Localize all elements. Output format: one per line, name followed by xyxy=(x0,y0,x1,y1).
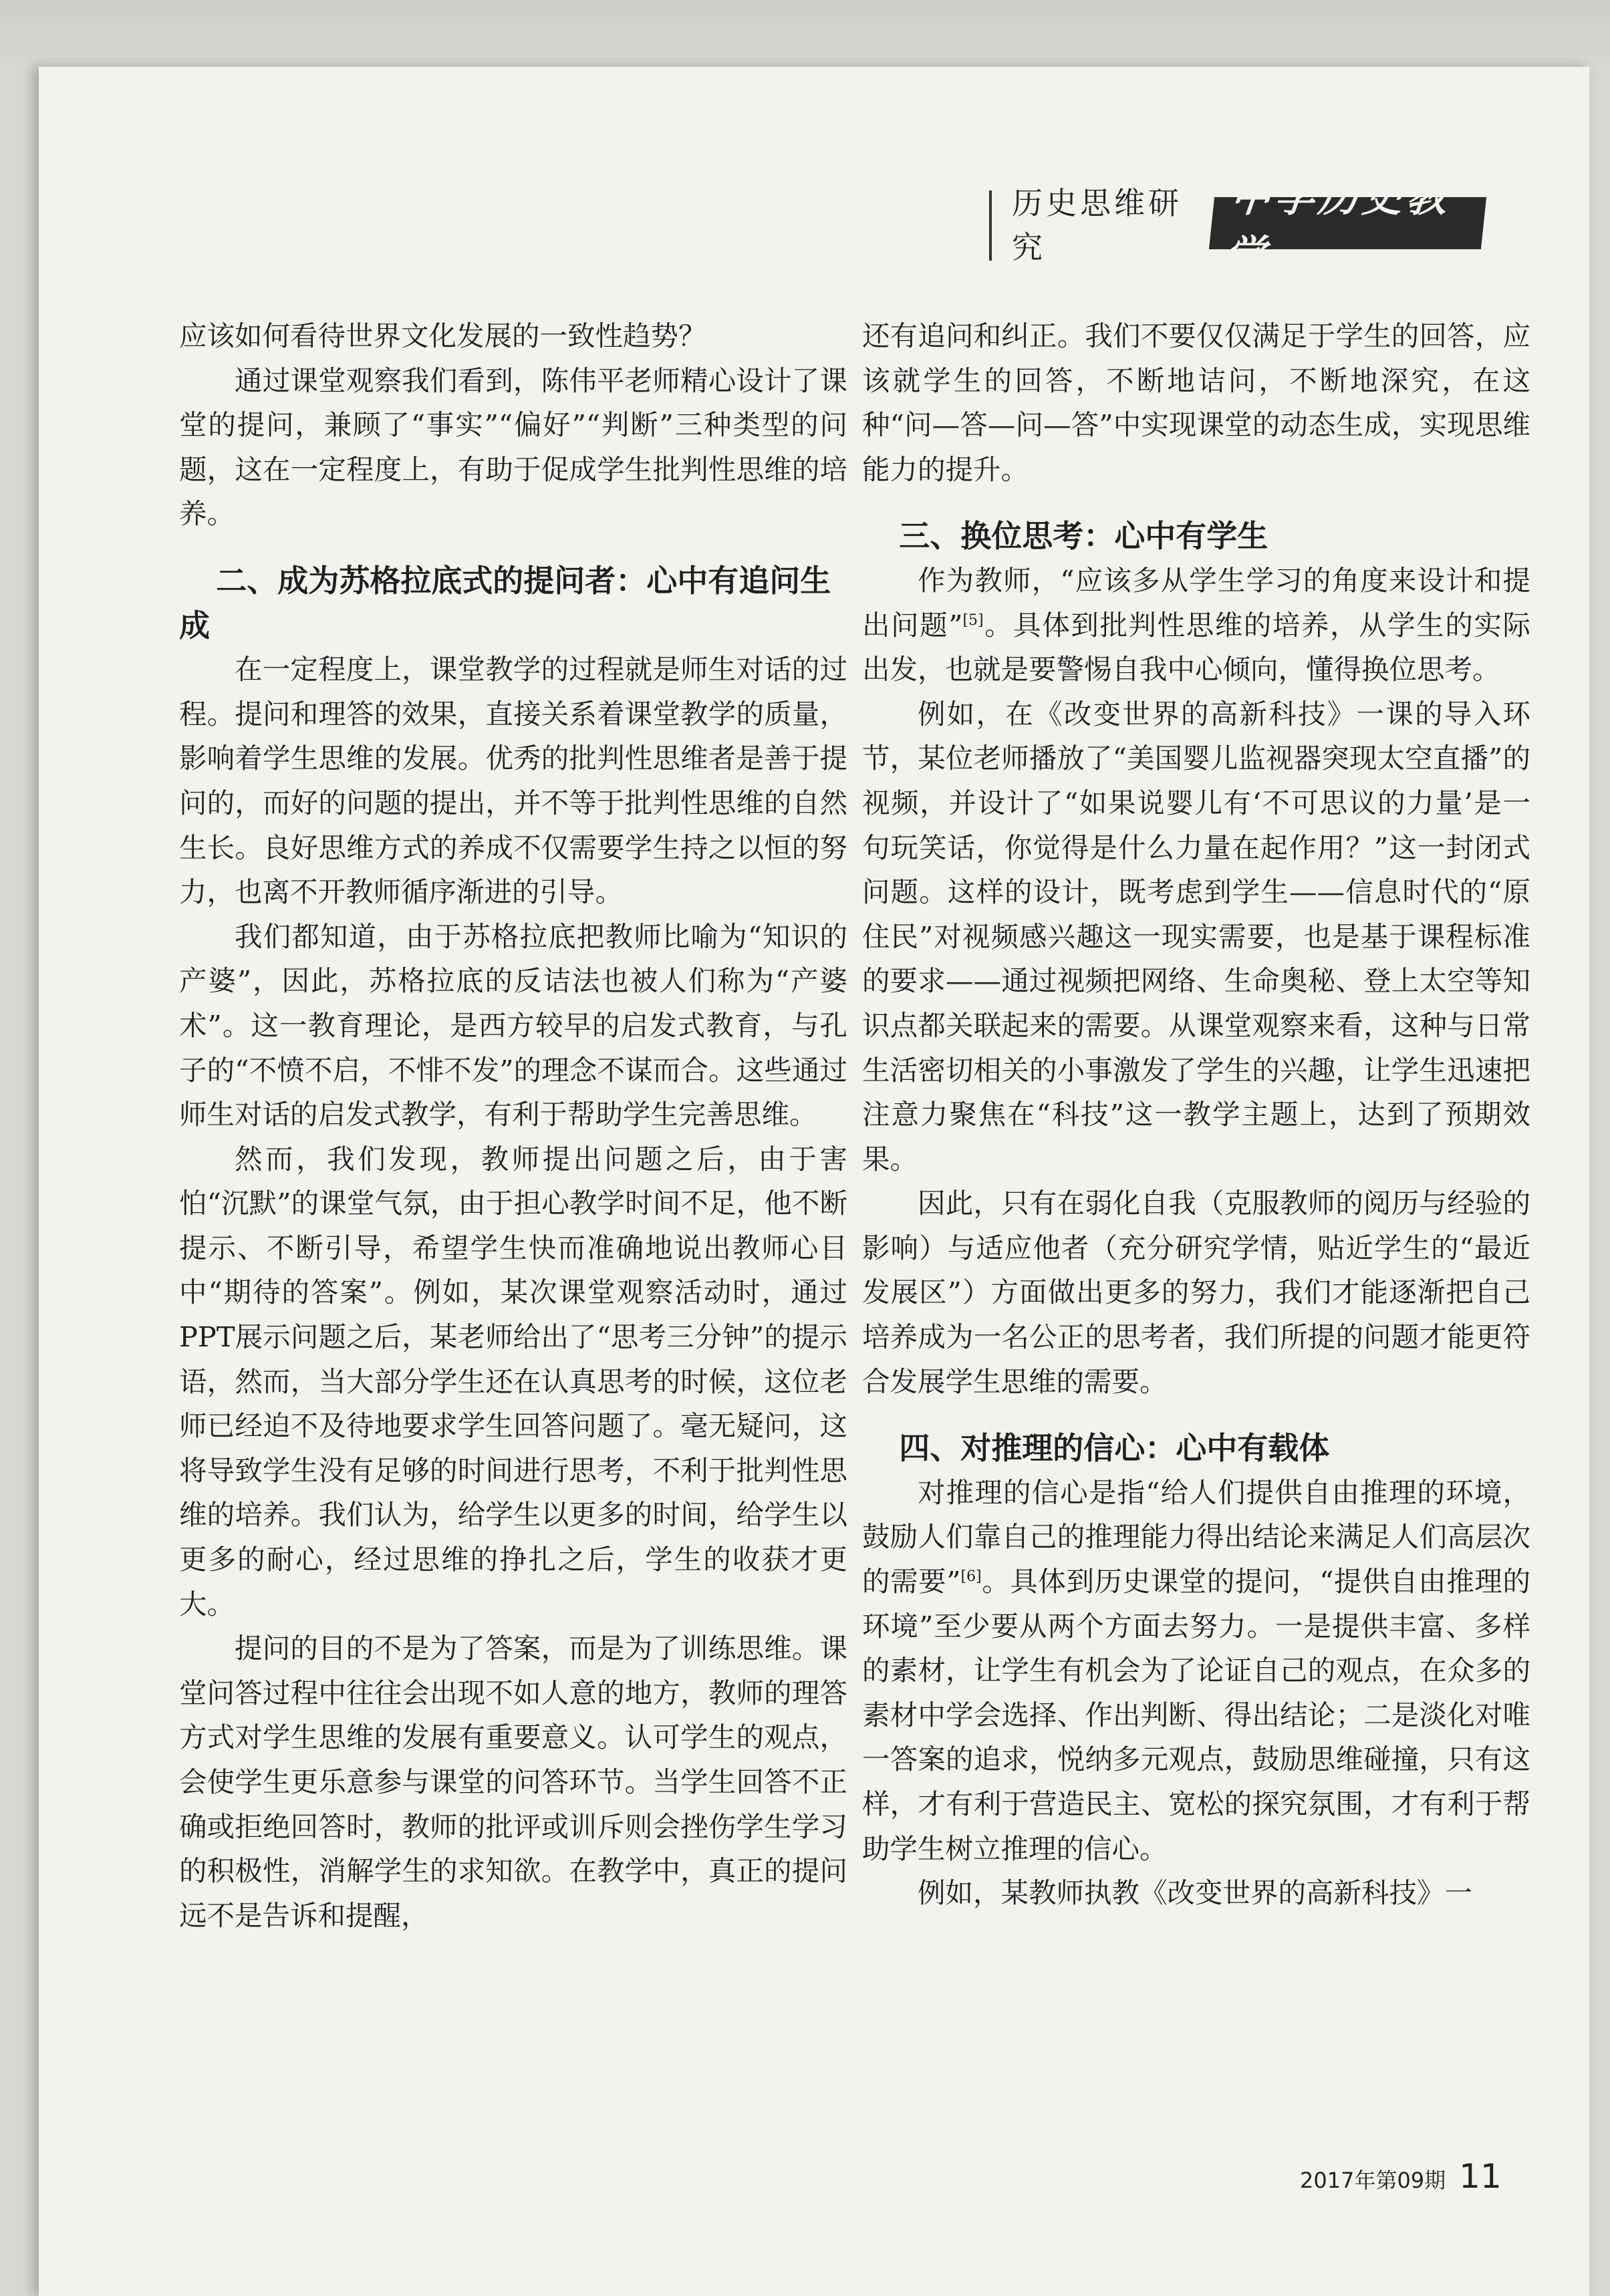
header-divider xyxy=(989,241,1009,261)
citation-ref: [5] xyxy=(962,611,984,629)
paragraph-text: 。具体到批判性思维的培养，从学生的实际出发，也就是要警惕自我中心倾向，懂得换位思考。 xyxy=(862,608,1530,686)
right-column xyxy=(862,314,1530,1916)
paragraph: 因此，只有在弱化自我（克服教师的阅历与经验的影响）与适应他者（充分研究学情，贴近学生的“最近发展区”）方面做出更多的努力，我们才能逐渐把自己培养成为一名公正的思考者，我们所提的问题才能更符合发展学生思维的需要。 xyxy=(862,1187,1530,1398)
page-footer xyxy=(1300,2157,1502,2196)
paragraph-text: 。具体到历史课堂的提问，“提供自由推理的环境”至少要从两个方面去努力。一是提供丰富、多样的素材，让学生有机会为了论证自己的观点，在众多的素材中学会选择、作出判断、得出结论；二是淡化对唯一答案的追求，悦纳多元观点，鼓励思维碰撞，只有这样，才有利于营造民主、宽松的探究氛围，才有利于帮助学生树立推理的信心。 xyxy=(862,1565,1531,1865)
paragraph: 通过课堂观察我们看到，陈伟平老师精心设计了课堂的提问，兼顾了“事实”“偏好”“判断”三种类型的问题，这在一定程度上，有助于促成学生批判性思维的培养。 xyxy=(179,364,847,531)
paragraph: 我们都知道，由于苏格拉底把教师比喻为“知识的产婆”，因此，苏格拉底的反诘法也被人们称为“产婆术”。这一教育理论，是西方较早的启发式教育，与孔子的“不愤不启，不悱不发”的理念不谋而合。这些通过师生对话的启发式教学，有利于帮助学生完善思维。 xyxy=(179,919,847,1131)
paragraph xyxy=(862,1471,1530,1871)
section-heading: 二、成为苏格拉底式的提问者：心中有追问生成 xyxy=(179,562,831,643)
section-heading: 三、换位思考：心中有学生 xyxy=(899,518,1268,555)
page-number: 11 xyxy=(1459,2157,1502,2196)
paragraph: 在一定程度上，课堂教学的过程就是师生对话的过程。提问和理答的效果，直接关系着课堂教学的质量，影响着学生思维的发展。优秀的批判性思维者是善于提问的，而好的问题的提出，并不等于批判性思维的自然生长。良好思维方式的养成不仅需要学生持之以恒的努力，也离不开教师循序渐进的引导。 xyxy=(179,653,847,909)
paragraph xyxy=(862,559,1530,692)
paragraph: 还有追问和纠正。我们不要仅仅满足于学生的回答，应该就学生的回答，不断地诘问，不断地深究，在这种“问—答—问—答”中实现课堂的动态生成，实现思维能力的提升。 xyxy=(862,319,1530,486)
section-heading: 四、对推理的信心：心中有载体 xyxy=(899,1430,1330,1467)
left-column xyxy=(179,314,847,1938)
paragraph-text: 作为教师，“应该多从学生学习的角度来设计和提出问题” xyxy=(862,563,1530,641)
paragraph: 提问的目的不是为了答案，而是为了训练思维。课堂问答过程中往往会出现不如人意的地方，教师的理答方式对学生思维的发展有重要意义。认可学生的观点，会使学生更乐意参与课堂的问答环节。当学生回答不正确或拒绝回答时，教师的批评或训斥则会挫伤学生学习的积极性，消解学生的求知欲。在教学中，真正的提问远不是告诉和提醒， xyxy=(179,1632,847,1932)
citation-ref: [6] xyxy=(960,1568,982,1586)
paragraph: 应该如何看待世界文化发展的一致性趋势？ xyxy=(179,319,706,352)
scan-top-margin xyxy=(0,0,1610,67)
journal-logo: 中学历史教学 xyxy=(1209,197,1486,249)
section-title: 历史思维研究 xyxy=(989,190,1212,256)
issue-label: 2017年第09期 xyxy=(1300,2168,1446,2193)
paragraph-text: 对推理的信心是指“给人们提供自由推理的环境，鼓励人们靠自己的推理能力得出结论来满足人们高层次的需要” xyxy=(862,1475,1530,1598)
paragraph: 例如，某教师执教《改变世界的高新科技》一 xyxy=(918,1876,1473,1910)
running-header xyxy=(989,174,1484,279)
paragraph: 例如，在《改变世界的高新科技》一课的导入环节，某位老师播放了“美国婴儿监视器突现太空直播”的视频，并设计了“如果说婴儿有‘不可思议的力量’是一句玩笑话，你觉得是什么力量在起作用？”这一封闭式问题。这样的设计，既考虑到学生——信息时代的“原住民”对视频感兴趣这一现实需要，也是基于课程标准的要求——通过视频把网络、生命奥秘、登上太空等知识点都关联起来的需要。从课堂观察来看，这种与日常生活密切相关的小事激发了学生的兴趣，让学生迅速把注意力聚焦在“科技”这一教学主题上，达到了预期效果。 xyxy=(862,697,1530,1175)
paragraph: 然而，我们发现，教师提出问题之后，由于害怕“沉默”的课堂气氛，由于担心教学时间不足，他不断提示、不断引导，希望学生快而准确地说出教师心目中“期待的答案”。例如，某次课堂观察活动时，通过PPT展示问题之后，某老师给出了“思考三分钟”的提示语，然而，当大部分学生还在认真思考的时候，这位老师已经迫不及待地要求学生回答问题了。毫无疑问，这将导致学生没有足够的时间进行思考，不利于批判性思维的培养。我们认为，给学生以更多的时间，给学生以更多的耐心，经过思维的挣扎之后，学生的收获才更大。 xyxy=(179,1142,847,1620)
